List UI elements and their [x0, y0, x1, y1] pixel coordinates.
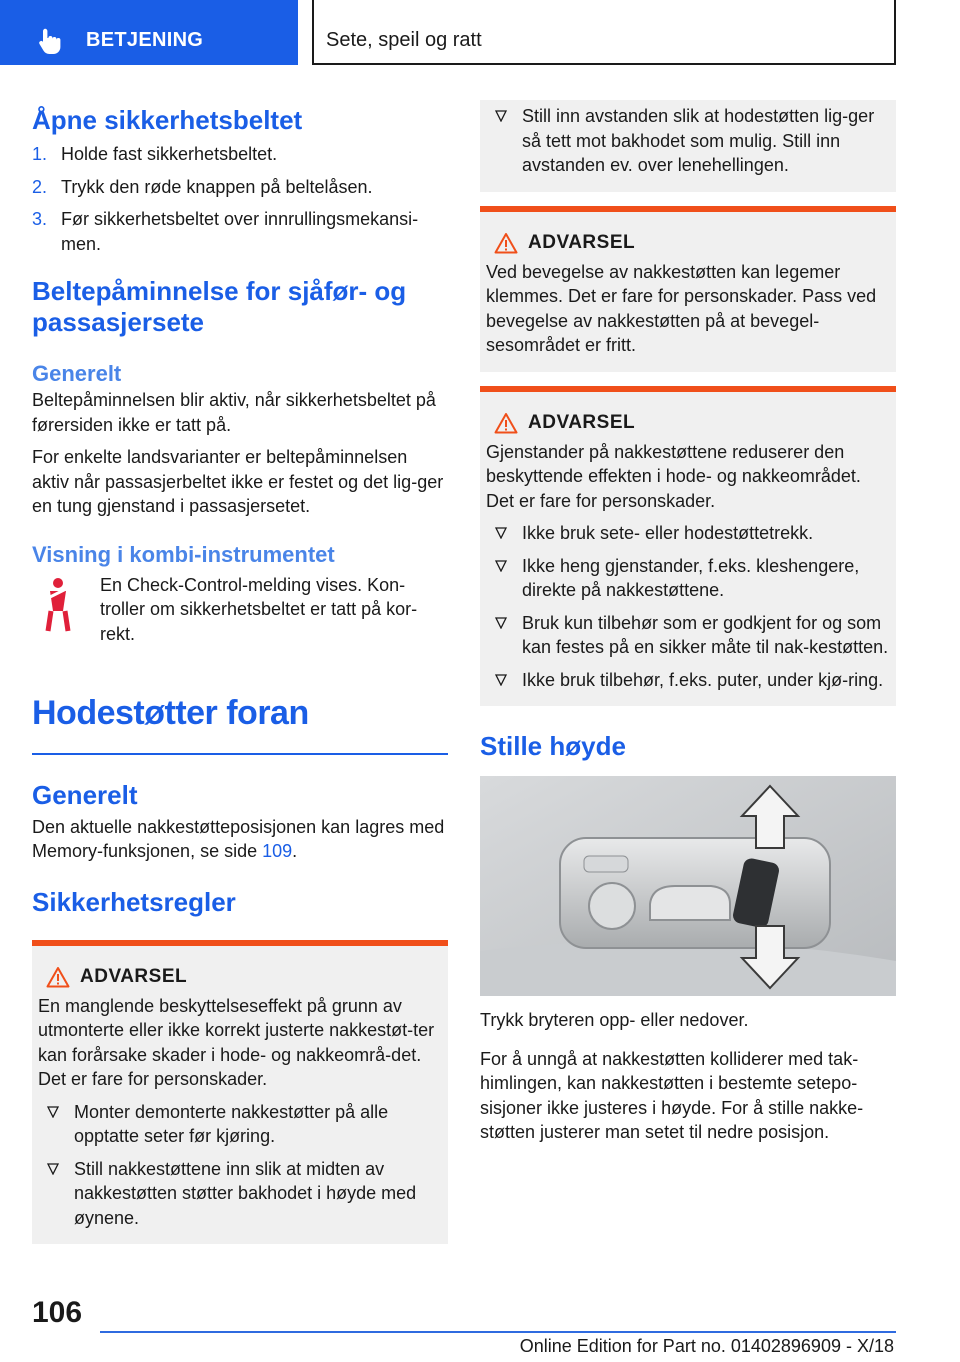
list-item: [486, 554, 890, 603]
step-number: 3.: [32, 209, 48, 229]
subsection-title-general: Generelt: [32, 361, 122, 386]
indicator-text: En Check-Control-melding vises. Kon-troller om sikkerhetsbeltet er tatt på kor-rekt.: [100, 574, 418, 644]
footer-divider: [100, 1331, 896, 1333]
warning-text: Gjenstander på nakkestøttene reduserer den beskyttende effekten i hode- og nakkeområdet. Det er fare for personskader.: [486, 441, 861, 511]
warning-title: ADVARSEL: [528, 231, 636, 253]
bullet-triangle-icon: [495, 110, 507, 122]
warning-header: [38, 966, 442, 988]
warning-list: [486, 521, 890, 692]
warning-triangle-icon: [494, 412, 518, 434]
warning-text: En manglende beskyttelseseffekt på grunn av utmonterte eller ikke korrekt justerte nakkestøt-ter kan forårsake skader i hode- og nakkeområ-det. Det er fare for personskader.: [38, 995, 435, 1089]
left-column: [32, 100, 448, 1244]
paragraph: For å unngå at nakkestøtten kolliderer med tak-himlingen, kan nakkestøtten i bestemte setepo-sisjoner ikke justeres i høyde. For å stille nakke-støtten justerer man setet til nedre posisjon.: [480, 1048, 864, 1142]
warning-header: [486, 232, 890, 254]
right-column: [480, 100, 896, 1145]
chapter-tab-label: BETJENING: [86, 29, 204, 51]
list-item-text: Monter demonterte nakkestøtter på alle opptatte seter før kjøring.: [74, 1101, 389, 1146]
warning-title: ADVARSEL: [528, 411, 636, 433]
list-item: [486, 104, 890, 178]
paragraph-end: .: [292, 841, 298, 861]
list-item-text: Still inn avstanden slik at hodestøtten lig-ger så tett mot bakhodet som mulig. Still inn avstanden ev. over lenehellingen.: [522, 106, 875, 175]
paragraph: [32, 815, 448, 864]
paragraph: For enkelte landsvarianter er beltepåminnelsen aktiv når passasjerbeltet ikke er festet og det lig-ger en tung gjenstand i passasjersetet.: [32, 447, 444, 516]
step-number: 1.: [32, 144, 48, 164]
list-item: [32, 142, 448, 167]
paragraph-text: Den aktuelle nakkestøtteposisjonen kan lagres med Memory-funksjonen, se side: [32, 816, 445, 861]
open-belt-steps: [32, 142, 448, 256]
page-link[interactable]: 109: [262, 841, 293, 861]
warning-triangle-icon: [494, 232, 518, 254]
list-item: [486, 611, 890, 660]
step-text: Trykk den røde knappen på beltelåsen.: [61, 176, 373, 197]
section-title-safety: Sikkerhetsregler: [32, 886, 236, 917]
section-title-adjust-height: Stille høyde: [480, 731, 626, 761]
paragraph: Trykk bryteren opp- eller nedover.: [480, 1010, 749, 1030]
section-title-belt-reminder: Beltepåminnelse for sjåfør- og passasjersete: [32, 276, 407, 337]
step-number: 2.: [32, 176, 48, 197]
warning-text: Ved bevegelse av nakkestøtten kan legemer klemmes. Det er fare for personskader. Pass ved bevegelse av nakkestøtten på at bevegel-sesområdet er fritt.: [486, 261, 877, 355]
step-text: Før sikkerhetsbeltet over innrullingsmekansi-men.: [61, 209, 419, 254]
warning-box: [480, 386, 896, 707]
edition-label: Online Edition for Part no. 01402896909 - X/18: [519, 1336, 894, 1356]
continued-list: [486, 104, 890, 178]
section-title-general: Generelt: [32, 779, 138, 810]
bullet-triangle-icon: [495, 674, 507, 686]
list-item-text: Still nakkestøttene inn slik at midten av nakkestøtten støtter bakhodet i høyde med øynene.: [74, 1158, 417, 1228]
list-item: [38, 1157, 442, 1231]
headrest-switch-photo: [480, 776, 896, 996]
section-title-open-belt: Åpne sikkerhetsbeltet: [32, 105, 303, 135]
list-item: [486, 668, 890, 693]
warning-box: [32, 940, 448, 1245]
bullet-triangle-icon: [495, 527, 507, 539]
list-item: [32, 207, 448, 256]
list-item: [32, 175, 448, 200]
subsection-title-display: Visning i kombi-instrumentet: [32, 541, 335, 567]
continued-list-box: [480, 100, 896, 192]
indicator-block: [32, 573, 448, 673]
breadcrumb-label: Sete, speil og ratt: [326, 29, 482, 51]
step-text: Holde fast sikkerhetsbeltet.: [61, 144, 278, 164]
list-item-text: Bruk kun tilbehør som er godkjent for og som kan festes på en sikker måte til nak-kestøtten.: [522, 612, 889, 657]
list-item-text: Ikke heng gjenstander, f.eks. kleshengere, direkte på nakkestøttene.: [522, 555, 860, 600]
paragraph: Beltepåminnelsen blir aktiv, når sikkerhetsbeltet på førersiden ikke er tatt på.: [32, 390, 436, 435]
bullet-triangle-icon: [495, 617, 507, 629]
warning-box: [480, 206, 896, 372]
warning-header: [486, 412, 890, 434]
warning-triangle-icon: [46, 966, 70, 988]
bullet-triangle-icon: [495, 560, 507, 572]
list-item: [38, 1100, 442, 1149]
list-item-text: Ikke bruk sete- eller hodestøttetrekk.: [522, 523, 814, 543]
list-item: [486, 521, 890, 546]
breadcrumb: [312, 0, 896, 65]
page-number: 106: [32, 1296, 83, 1329]
chapter-tab[interactable]: [0, 0, 298, 65]
seatbelt-warning-icon: [38, 575, 78, 635]
warning-title: ADVARSEL: [80, 965, 188, 987]
hand-pointer-icon: [34, 26, 64, 56]
warning-list: [38, 1100, 442, 1231]
chapter-title: Hodestøtter foran: [32, 693, 309, 732]
bullet-triangle-icon: [47, 1106, 59, 1118]
bullet-triangle-icon: [47, 1163, 59, 1175]
chapter-divider: [32, 753, 448, 755]
list-item-text: Ikke bruk tilbehør, f.eks. puter, under kjø-ring.: [522, 669, 884, 690]
